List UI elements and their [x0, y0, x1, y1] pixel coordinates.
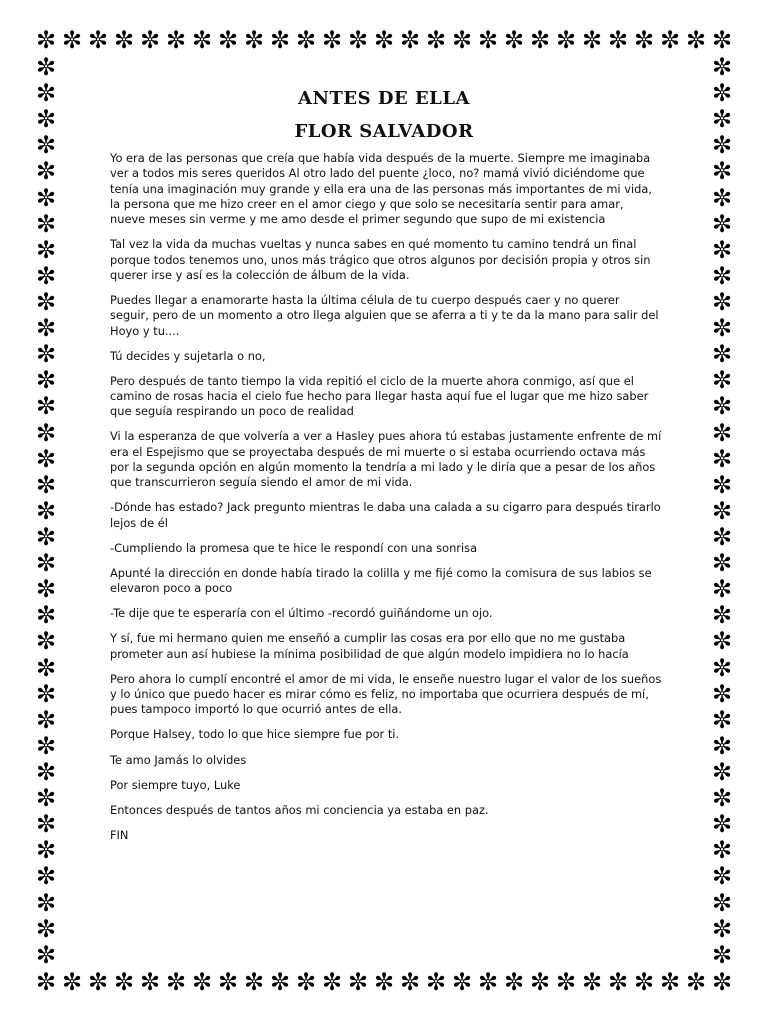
- story-paragraph: Pero ahora lo cumplí encontré el amor de mi vida, le enseñe nuestro lugar el valor de los sueños y lo único que puedo hacer es mirar cómo es feliz, no importaba que ocurriera después de mí, pues tampoco importó lo que ocurrió antes de ella.: [110, 671, 662, 717]
- asterisk-flower-icon: ✼: [633, 26, 655, 54]
- asterisk-flower-icon: ✼: [711, 862, 733, 891]
- asterisk-flower-icon: ✼: [373, 968, 395, 996]
- asterisk-flower-icon: ✼: [35, 601, 57, 630]
- asterisk-flower-icon: ✼: [35, 549, 57, 578]
- border-left-ornaments: [34, 55, 58, 967]
- asterisk-flower-icon: ✼: [165, 968, 187, 996]
- asterisk-flower-icon: ✼: [347, 26, 369, 54]
- asterisk-flower-icon: ✼: [711, 26, 733, 54]
- asterisk-flower-icon: ✼: [451, 968, 473, 996]
- asterisk-flower-icon: ✼: [711, 940, 733, 969]
- asterisk-flower-icon: ✼: [35, 235, 57, 264]
- asterisk-flower-icon: ✼: [581, 26, 603, 54]
- author-name: FLOR SALVADOR: [294, 121, 474, 142]
- asterisk-flower-icon: ✼: [711, 810, 733, 839]
- story-body: [110, 151, 662, 853]
- asterisk-flower-icon: ✼: [61, 26, 83, 54]
- asterisk-flower-icon: ✼: [425, 968, 447, 996]
- asterisk-flower-icon: ✼: [711, 836, 733, 865]
- asterisk-flower-icon: ✼: [711, 287, 733, 316]
- asterisk-flower-icon: ✼: [295, 968, 317, 996]
- asterisk-flower-icon: ✼: [711, 418, 733, 447]
- asterisk-flower-icon: ✼: [35, 940, 57, 969]
- asterisk-flower-icon: ✼: [35, 575, 57, 604]
- document-title: ANTES DE ELLA: [298, 88, 470, 109]
- asterisk-flower-icon: ✼: [113, 26, 135, 54]
- asterisk-flower-icon: ✼: [555, 968, 577, 996]
- asterisk-flower-icon: ✼: [61, 968, 83, 996]
- asterisk-flower-icon: ✼: [35, 366, 57, 395]
- asterisk-flower-icon: ✼: [35, 261, 57, 290]
- asterisk-flower-icon: ✼: [711, 914, 733, 943]
- asterisk-flower-icon: ✼: [711, 601, 733, 630]
- asterisk-flower-icon: ✼: [35, 705, 57, 734]
- asterisk-flower-icon: ✼: [35, 287, 57, 316]
- asterisk-flower-icon: ✼: [711, 679, 733, 708]
- asterisk-flower-icon: ✼: [425, 26, 447, 54]
- asterisk-flower-icon: ✼: [711, 444, 733, 473]
- asterisk-flower-icon: ✼: [139, 26, 161, 54]
- asterisk-flower-icon: ✼: [711, 366, 733, 395]
- border-right-ornaments: [710, 55, 734, 967]
- asterisk-flower-icon: ✼: [35, 496, 57, 525]
- asterisk-flower-icon: ✼: [711, 209, 733, 238]
- story-paragraph: Tú decides y sujetarla o no,: [110, 348, 266, 363]
- story-paragraph: Entonces después de tantos años mi conciencia ya estaba en paz.: [110, 802, 489, 817]
- asterisk-flower-icon: ✼: [35, 131, 57, 160]
- asterisk-flower-icon: ✼: [555, 26, 577, 54]
- asterisk-flower-icon: ✼: [711, 522, 733, 551]
- asterisk-flower-icon: ✼: [503, 26, 525, 54]
- asterisk-flower-icon: ✼: [139, 968, 161, 996]
- story-paragraph: Yo era de las personas que creía que había vida después de la muerte. Siempre me imaginaba ver a todos mis seres queridos Al otro lado del puente ¿loco, no? mamá vivió diciéndome que tenía una imaginación muy grande y ella era una de las personas más importantes de mi vida, la persona que me hizo creer en el amor ciego y que solo se necesitaría sentir para amar, nueve meses sin verme y me amo desde el primer segundo que supo de mi existencia: [110, 151, 652, 227]
- story-paragraph: -Dónde has estado? Jack pregunto mientras le daba una calada a su cigarro para después tirarlo lejos de él: [110, 500, 661, 530]
- asterisk-flower-icon: ✼: [35, 470, 57, 499]
- asterisk-flower-icon: ✼: [711, 53, 733, 81]
- asterisk-flower-icon: ✼: [35, 810, 57, 839]
- asterisk-flower-icon: ✼: [87, 968, 109, 996]
- story-paragraph: -Te dije que te esperaría con el último -recordó guiñándome un ojo.: [110, 606, 493, 621]
- asterisk-flower-icon: ✼: [659, 968, 681, 996]
- asterisk-flower-icon: ✼: [503, 968, 525, 996]
- asterisk-flower-icon: ✼: [373, 26, 395, 54]
- asterisk-flower-icon: ✼: [35, 209, 57, 238]
- asterisk-flower-icon: ✼: [711, 392, 733, 421]
- story-paragraph: Pero después de tanto tiempo la vida repitió el ciclo de la muerte ahora conmigo, así que el camino de rosas hacia el cielo fue hecho para llegar hasta aquí fue el lugar que me hizo saber que seguía respirando un poco de realidad: [110, 373, 649, 419]
- asterisk-flower-icon: ✼: [35, 836, 57, 865]
- asterisk-flower-icon: ✼: [711, 888, 733, 917]
- story-paragraph: Porque Halsey, todo lo que hice siempre fue por ti.: [110, 727, 400, 742]
- asterisk-flower-icon: ✼: [217, 26, 239, 54]
- border-bottom-ornaments: [34, 970, 734, 994]
- asterisk-flower-icon: ✼: [35, 757, 57, 786]
- asterisk-flower-icon: ✼: [711, 261, 733, 290]
- asterisk-flower-icon: ✼: [35, 157, 57, 186]
- asterisk-flower-icon: ✼: [711, 575, 733, 604]
- asterisk-flower-icon: ✼: [269, 26, 291, 54]
- asterisk-flower-icon: ✼: [711, 627, 733, 656]
- asterisk-flower-icon: ✼: [711, 757, 733, 786]
- asterisk-flower-icon: ✼: [529, 968, 551, 996]
- asterisk-flower-icon: ✼: [35, 914, 57, 943]
- asterisk-flower-icon: ✼: [685, 26, 707, 54]
- asterisk-flower-icon: ✼: [633, 968, 655, 996]
- asterisk-flower-icon: ✼: [35, 79, 57, 108]
- story-paragraph: Te amo Jamás lo olvides: [110, 752, 247, 767]
- asterisk-flower-icon: ✼: [711, 340, 733, 369]
- asterisk-flower-icon: ✼: [35, 183, 57, 212]
- asterisk-flower-icon: ✼: [711, 183, 733, 212]
- asterisk-flower-icon: ✼: [243, 26, 265, 54]
- story-paragraph: FIN: [110, 827, 129, 842]
- story-paragraph: Vi la esperanza de que volvería a ver a Hasley pues ahora tú estabas justamente enfrente de mí era el Espejismo que se proyectaba después de mi muerte o si estaba ocurriendo octava más por la segunda opción en algún momento la tendría a mi lado y le diría que a pesar de los años que transcurrieron seguía siendo el amor de mi vida.: [110, 429, 662, 490]
- asterisk-flower-icon: ✼: [35, 444, 57, 473]
- asterisk-flower-icon: ✼: [191, 26, 213, 54]
- asterisk-flower-icon: ✼: [477, 26, 499, 54]
- asterisk-flower-icon: ✼: [269, 968, 291, 996]
- asterisk-flower-icon: ✼: [711, 705, 733, 734]
- asterisk-flower-icon: ✼: [35, 731, 57, 760]
- asterisk-flower-icon: ✼: [529, 26, 551, 54]
- asterisk-flower-icon: ✼: [35, 314, 57, 343]
- asterisk-flower-icon: ✼: [87, 26, 109, 54]
- asterisk-flower-icon: ✼: [711, 470, 733, 499]
- asterisk-flower-icon: ✼: [711, 235, 733, 264]
- asterisk-flower-icon: ✼: [659, 26, 681, 54]
- asterisk-flower-icon: ✼: [711, 314, 733, 343]
- border-top-ornaments: [34, 28, 734, 52]
- asterisk-flower-icon: ✼: [399, 968, 421, 996]
- asterisk-flower-icon: ✼: [607, 968, 629, 996]
- asterisk-flower-icon: ✼: [165, 26, 187, 54]
- story-paragraph: Y sí, fue mi hermano quien me enseñó a cumplir las cosas era por ello que no me gustaba prometer aun así hubiese la mínima posibilidad de que algún modelo impidiera no lo hacía: [110, 631, 629, 661]
- asterisk-flower-icon: ✼: [711, 79, 733, 108]
- asterisk-flower-icon: ✼: [35, 392, 57, 421]
- asterisk-flower-icon: ✼: [35, 105, 57, 134]
- asterisk-flower-icon: ✼: [685, 968, 707, 996]
- asterisk-flower-icon: ✼: [35, 627, 57, 656]
- asterisk-flower-icon: ✼: [711, 549, 733, 578]
- story-paragraph: -Cumpliendo la promesa que te hice le respondí con una sonrisa: [110, 540, 478, 555]
- asterisk-flower-icon: ✼: [711, 157, 733, 186]
- asterisk-flower-icon: ✼: [191, 968, 213, 996]
- story-paragraph: Puedes llegar a enamorarte hasta la última célula de tu cuerpo después caer y no querer seguir, pero de un momento a otro llega alguien que se aferra a ti y te da la mano para salir del Hoyo y tu....: [110, 292, 659, 338]
- asterisk-flower-icon: ✼: [35, 340, 57, 369]
- asterisk-flower-icon: ✼: [35, 53, 57, 81]
- asterisk-flower-icon: ✼: [581, 968, 603, 996]
- asterisk-flower-icon: ✼: [295, 26, 317, 54]
- asterisk-flower-icon: ✼: [243, 968, 265, 996]
- story-paragraph: Tal vez la vida da muchas vueltas y nunca sabes en qué momento tu camino tendrá un final porque todos tenemos uno, unos más trágico que otros algunos por decisión propia y otros sin querer irse y así es la colección de álbum de la vida.: [110, 237, 651, 282]
- asterisk-flower-icon: ✼: [347, 968, 369, 996]
- asterisk-flower-icon: ✼: [35, 653, 57, 682]
- asterisk-flower-icon: ✼: [711, 131, 733, 160]
- asterisk-flower-icon: ✼: [711, 496, 733, 525]
- asterisk-flower-icon: ✼: [399, 26, 421, 54]
- asterisk-flower-icon: ✼: [451, 26, 473, 54]
- asterisk-flower-icon: ✼: [35, 522, 57, 551]
- asterisk-flower-icon: ✼: [321, 968, 343, 996]
- asterisk-flower-icon: ✼: [35, 784, 57, 813]
- asterisk-flower-icon: ✼: [477, 968, 499, 996]
- asterisk-flower-icon: ✼: [35, 888, 57, 917]
- asterisk-flower-icon: ✼: [321, 26, 343, 54]
- story-paragraph: Apunté la dirección en donde había tirado la colilla y me fijé como la comisura de sus labios se elevaron poco a poco: [110, 565, 652, 596]
- asterisk-flower-icon: ✼: [711, 968, 733, 996]
- asterisk-flower-icon: ✼: [711, 784, 733, 813]
- asterisk-flower-icon: ✼: [217, 968, 239, 996]
- asterisk-flower-icon: ✼: [35, 968, 57, 996]
- story-paragraph: Por siempre tuyo, Luke: [110, 777, 241, 792]
- asterisk-flower-icon: ✼: [711, 105, 733, 134]
- asterisk-flower-icon: ✼: [35, 418, 57, 447]
- asterisk-flower-icon: ✼: [35, 26, 57, 54]
- asterisk-flower-icon: ✼: [711, 653, 733, 682]
- asterisk-flower-icon: ✼: [35, 862, 57, 891]
- asterisk-flower-icon: ✼: [35, 679, 57, 708]
- asterisk-flower-icon: ✼: [607, 26, 629, 54]
- asterisk-flower-icon: ✼: [711, 731, 733, 760]
- asterisk-flower-icon: ✼: [113, 968, 135, 996]
